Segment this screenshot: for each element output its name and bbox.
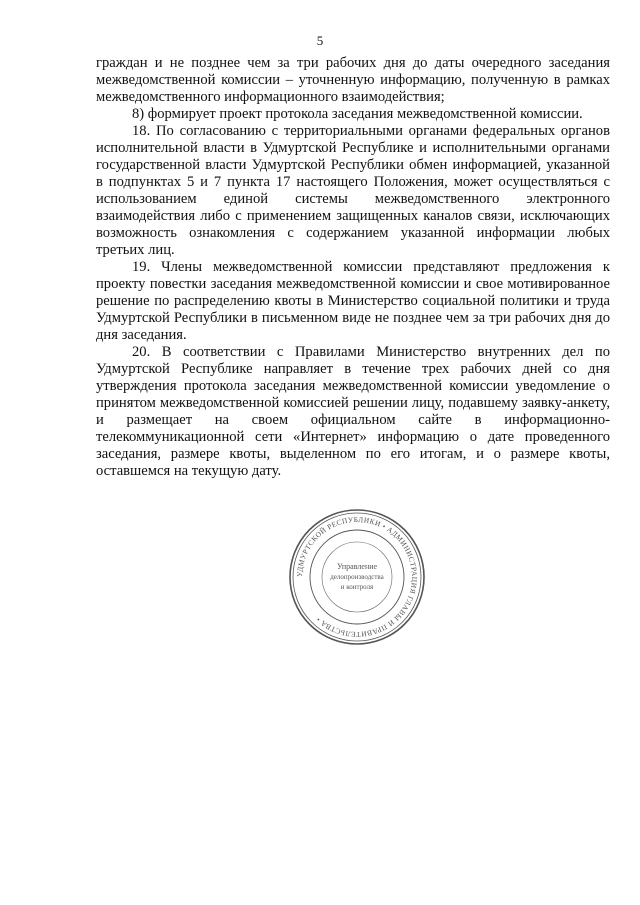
stamp-center-line-1: Управление: [336, 562, 378, 571]
paragraph-continuation: граждан и не позднее чем за три рабочих дня до даты очередного заседания межведомственной комиссии – уточненную информацию, полученную в рамках межведомственного информационного взаимодействия;: [96, 55, 610, 105]
stamp-center-line-3: и контроля: [340, 583, 374, 591]
stamp-ring-text: УДМУРТСКОЙ РЕСПУБЛИКИ • АДМИНИСТРАЦИЯ ГЛАВЫ И ПРАВИТЕЛЬСТВА •: [294, 514, 420, 640]
paragraph-19: 19. Члены межведомственной комиссии представляют предложения к проекту повестки заседания межведомственной комиссии и свое мотивированное решение по распределению квоты в Министерство социальной политики и труда Удмуртской Республики в письменном виде не позднее чем за три рабочих дня до дня заседания.: [96, 259, 610, 343]
paragraph-18: 18. По согласованию с территориальными органами федеральных органов исполнительной власти в Удмуртской Республике и исполнительными органами государственной власти Удмуртской Республики обмен информацией, указанной в подпунктах 5 и 7 пункта 17 настоящего Положения, может осуществляться с использованием единой системы межведомственного электронного взаимодействия либо с применением защищенных каналов связи, исключающих возможность ознакомления с содержанием указанной информации любых третьих лиц.: [96, 123, 610, 258]
document-body: [96, 55, 610, 480]
official-seal-stamp: [288, 508, 426, 646]
paragraph-20: 20. В соответствии с Правилами Министерство внутренних дел по Удмуртской Республике направляет в течение трех рабочих дней со дня утверждения протокола заседания межведомственной комиссии уведомление о принятом межведомственной комиссией решении лицу, подавшему заявку-анкету, и размещает на своем официальном сайте в информационно-телекоммуникационной сети «Интернет» информацию о дате проведенного заседания, размере квоты, выделенном по его итогам, и о размере квоты, оставшемся на текущую дату.: [96, 344, 610, 479]
stamp-center-line-2: делопроизводства: [330, 573, 384, 581]
paragraph-item-8: 8) формирует проект протокола заседания межведомственной комиссии.: [132, 106, 583, 122]
page-number: 5: [316, 33, 324, 48]
